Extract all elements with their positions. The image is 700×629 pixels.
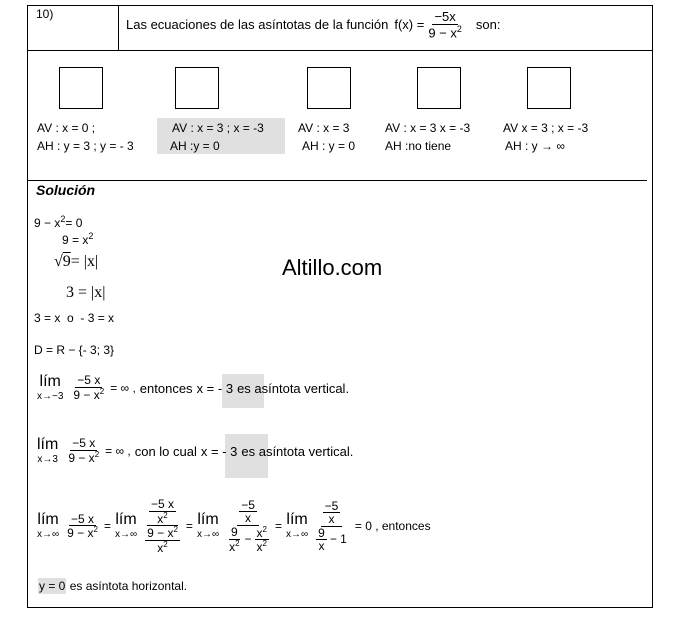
- question-suffix: son:: [475, 17, 501, 33]
- step-5: 3 = x o - 3 = x: [34, 311, 115, 325]
- solution-divider: [27, 180, 647, 181]
- sqrt-symbol: √: [54, 253, 63, 270]
- lim2: lím x→3: [37, 436, 59, 465]
- lim-inf-frac-2: $\frac{\frac{-5 x}{x^2}}{\frac{9 - x^2}{x^2}}$: [147, 497, 178, 555]
- question-text: [126, 10, 500, 40]
- option-1-ah: AH : y = 3 ; y = - 3: [37, 139, 134, 153]
- header-divider: [27, 50, 653, 51]
- limit-result: = 0 , entonces: [354, 519, 431, 534]
- step-3: √9= |x|: [54, 253, 99, 270]
- limit-row-2: lím x→3 $\frac{-5 x}{9 - x^2}$ = ∞ , con lo cual x = - 3 es asíntota vertical.: [37, 436, 354, 465]
- limit-row-1: lím x→−3 $\frac{-5 x}{9 - x^2}$ = ∞ , entonces x = - 3 es asíntota vertical.: [37, 373, 350, 402]
- lim-inf-frac-3: $\frac{-5}{x}$ $\frac{9}{x^2}$ − $\frac{x^2}{x^2}$: [229, 497, 267, 555]
- question-denominator: 9 − x: [428, 24, 457, 40]
- option-1-av: AV : x = 0 ;: [37, 121, 96, 135]
- domain: D = R − {- 3; 3}: [34, 343, 115, 357]
- lim-inf-4: lím x→∞: [286, 511, 309, 541]
- option-4-ah: AH :no tiene: [385, 139, 452, 153]
- lim1: lím x→−3: [37, 373, 64, 402]
- number-divider: [118, 5, 119, 51]
- watermark: Altillo.com: [282, 255, 383, 280]
- option-checkbox-3[interactable]: [307, 67, 351, 109]
- solution-heading: Solución: [36, 182, 96, 198]
- option-5-av: AV x = 3 ; x = -3: [503, 121, 589, 135]
- lim-inf-2: lím x→∞: [114, 511, 138, 541]
- option-4-av: AV : x = 3 x = -3: [385, 121, 471, 135]
- option-5-ah: AH : y → ∞: [505, 139, 565, 153]
- option-3-av: AV : x = 3: [298, 121, 350, 135]
- lim-inf-1: lím x→∞: [37, 511, 60, 541]
- option-2-ah: AH :y = 0: [170, 139, 220, 153]
- option-checkbox-5[interactable]: [527, 67, 571, 109]
- step-2: $9 = x^2$: [62, 231, 94, 247]
- question-fraction: [426, 10, 464, 40]
- step-4: 3 = |x|: [66, 284, 106, 301]
- option-2-av: AV : x = 3 ; x = -3: [172, 121, 264, 135]
- lim-inf-frac-4: $\frac{-5}{x}$ $\frac{9}{x}$ − 1: [318, 498, 347, 554]
- option-checkbox-4[interactable]: [417, 67, 461, 109]
- lim1-fraction: $\frac{-5 x}{9 - x^2}$: [73, 373, 105, 402]
- question-prefix: Las ecuaciones de las asíntotas de la función: [126, 17, 389, 33]
- question-numerator: −5x: [434, 9, 456, 24]
- option-3-ah: AH : y = 0: [302, 139, 356, 153]
- lim2-fraction: $\frac{-5 x}{9 - x^2}$: [68, 436, 100, 465]
- lim-inf-frac-1: $\frac{-5 x}{9 - x^2}$: [67, 511, 98, 541]
- question-number: 10): [36, 7, 54, 21]
- question-exponent: 2: [456, 23, 462, 34]
- option-checkbox-2[interactable]: [175, 67, 219, 109]
- final-statement: y = 0 es asíntota horizontal.: [39, 579, 188, 593]
- step-1: $9 - x^2= 0$: [34, 214, 83, 230]
- lim-inf-3: lím x→∞: [196, 511, 220, 541]
- final-highlight: y = 0: [39, 579, 66, 593]
- limit-infinity-row: lím x→∞ $\frac{-5 x}{9 - x^2}$ = lím x→∞ $\frac{\frac{-5 x}{x^2}}{\frac{9 - x^2}{x^2}}$ = lím x→∞ $\frac{-5}{x}$ $\frac{9}{x^2}$ − $\frac{x^2}{x^2}$ = lím x→∞ $\frac{-5}{x}$ $\frac{9}{x}$ − 1 = 0 , entonces: [37, 497, 431, 555]
- function-label: f(x) =: [394, 17, 425, 33]
- option-checkbox-1[interactable]: [59, 67, 103, 109]
